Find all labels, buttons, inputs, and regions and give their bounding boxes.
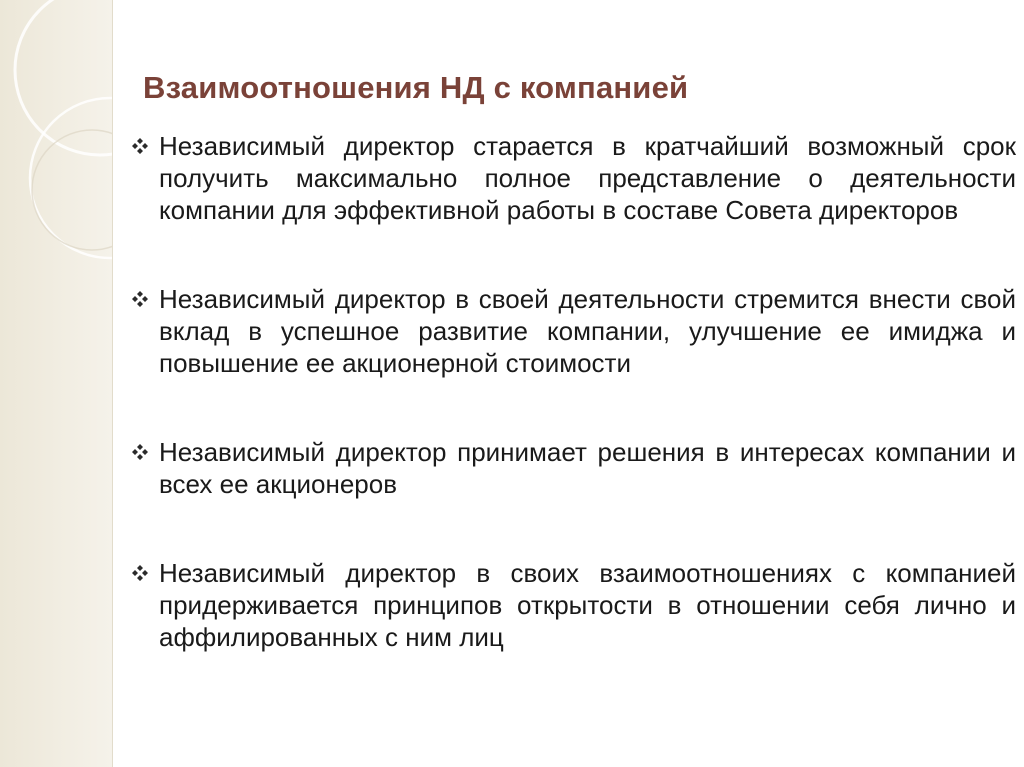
panel-divider [112, 0, 113, 767]
bullet-item [132, 557, 1016, 653]
bullet-text: Независимый директор в своей деятельности стремится внести свой вклад в успешное развитие компании, улучшение ее имиджа и повышение ее акционерной стоимости [159, 284, 1016, 378]
bullet-list [132, 130, 1016, 653]
four-diamond-bullet-icon [132, 565, 148, 581]
bullet-item [132, 436, 1016, 500]
bullet-item [132, 283, 1016, 379]
bullet-text: Независимый директор в своих взаимоотношениях с компанией придерживается принципов открытости в отношении себя лично и аффилированных с ним лиц [159, 558, 1016, 652]
bullet-text: Независимый директор принимает решения в интересах компании и всех ее акционеров [159, 437, 1016, 499]
bullet-item [132, 130, 1016, 226]
four-diamond-bullet-icon [132, 138, 148, 154]
bullet-text: Независимый директор старается в кратчайший возможный срок получить максимально полное представление о деятельности компании для эффективной работы в составе Совета директоров [159, 131, 1016, 225]
four-diamond-bullet-icon [132, 444, 148, 460]
slide-title: Взаимоотношения НД с компанией [143, 70, 689, 105]
decorative-circles [0, 0, 113, 767]
decorative-side-panel [0, 0, 113, 767]
four-diamond-bullet-icon [132, 291, 148, 307]
